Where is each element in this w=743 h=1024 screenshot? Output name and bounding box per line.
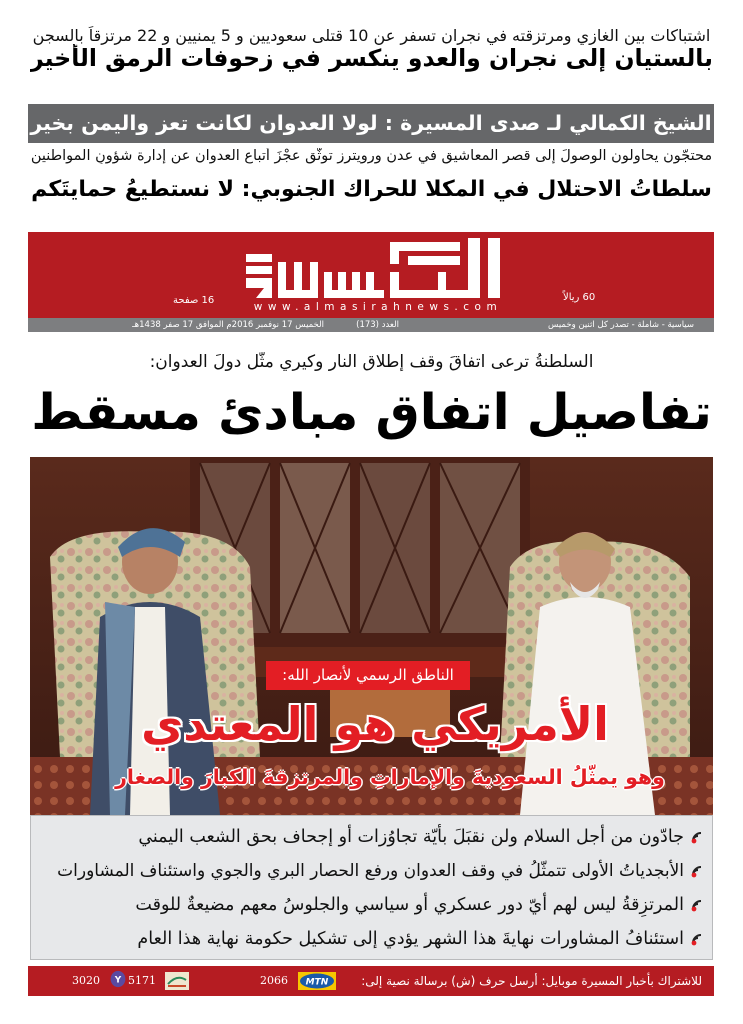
newspaper-logo: [238, 232, 518, 302]
website-url: www.almasirahnews.com: [253, 301, 503, 313]
top-story-3-banner: الشيخ الكمالي لـ صدى المسيرة : لولا العدوان لكانت تعز واليمن بخير: [28, 104, 714, 143]
issue-date: الخميس 17 نوفمبر 2016م الموافق 17 صفر 1438هـ: [132, 320, 324, 330]
meeting-photo: [30, 457, 713, 815]
list-item: [34, 890, 704, 920]
signal-bullet-icon: [690, 898, 704, 912]
y-logo-text: Y: [114, 975, 122, 986]
mtn-number: 2066: [260, 974, 288, 987]
list-item: [34, 856, 704, 886]
top-story-1: اشتباكات بين الغازي ومرتزقته في نجران تسفر عن 10 قتلى سعوديين و 5 يمنيين و 22 مرتزقاً بالسجن: [32, 26, 711, 45]
bullet-text: المرتزِقةُ ليس لهم أيّ دور عسكري أو سياسي والجلوسُ معهم مضيعةٌ للوقت: [135, 895, 684, 915]
list-item: [34, 822, 704, 852]
subscription-text: للاشتراك بأخبار المسيرة موبايل: أرسل حرف (ش) برسالة نصية إلى:: [361, 974, 702, 988]
top-story-4: محتجّون يحاولون الوصولَ إلى قصر المعاشيق في عدن ورويترز توثّق عجْزَ أتباع العدوان عن إدارة شؤونِ المواطنين: [30, 148, 713, 164]
speaker-label: الناطق الرسمي لأنصار الله:: [266, 661, 470, 690]
signal-bullet-icon: [690, 864, 704, 878]
bullet-text: جادّون من أجل السلام ولن نقبَلَ بأيّة تجاوُزات أو إجحاف بحق الشعب اليمني: [138, 827, 684, 847]
price: 60 ريالاً: [563, 292, 596, 303]
main-kicker: السلطنةُ ترعى اتفاقَ وقف إطلاق النار وكيري مثّل دولَ العدوان:: [149, 352, 594, 372]
page-count: 16 صفحة: [173, 295, 215, 306]
issue-number: العدد (173): [356, 320, 399, 330]
masthead-subbar: [28, 318, 714, 332]
y-number: 3020: [72, 974, 100, 987]
subscription-footer: [28, 966, 714, 996]
list-item: [34, 924, 704, 954]
bullet-text: استئنافُ المشاورات نهايةَ هذا الشهر يؤدي إلى تشكيل حكومة نهاية هذا العام: [137, 929, 684, 949]
photo-subheadline: وهو يمثّلُ السعوديةَ والإماراتِ والمرتزقةَ الكبارَ والصغار: [115, 765, 665, 789]
signal-bullet-icon: [690, 932, 704, 946]
top-story-5: سلطاتُ الاحتلال في المكلا للحراك الجنوبي: لا نستطيعُ حمايتَكم: [31, 177, 712, 202]
sabafon-number: 5171: [128, 974, 156, 987]
y-telecom-logo: [108, 970, 128, 988]
mtn-logo: [298, 972, 336, 990]
sabafon-logo: [165, 972, 189, 990]
bullet-text: الأبجدياتُ الأولى تتمثّلُ في وقف العدوان ورفع الحصار البري والجوي واستئناف المشاورات: [57, 861, 684, 881]
mtn-logo-text: MTN: [305, 977, 329, 988]
top-story-2: بالستيان إلى نجران والعدو ينكسر في زحوفات الرمق الأخير: [30, 44, 713, 72]
main-headline: تفاصيل اتفاق مبادئ مسقط: [31, 383, 712, 441]
signal-bullet-icon: [690, 830, 704, 844]
photo-headline: الأمريكي هو المعتدي: [141, 697, 609, 751]
tagline: سياسية - شاملة - تصدر كل اثنين وخميس: [548, 320, 694, 330]
bullet-list: [30, 815, 713, 960]
masthead: [28, 232, 714, 318]
